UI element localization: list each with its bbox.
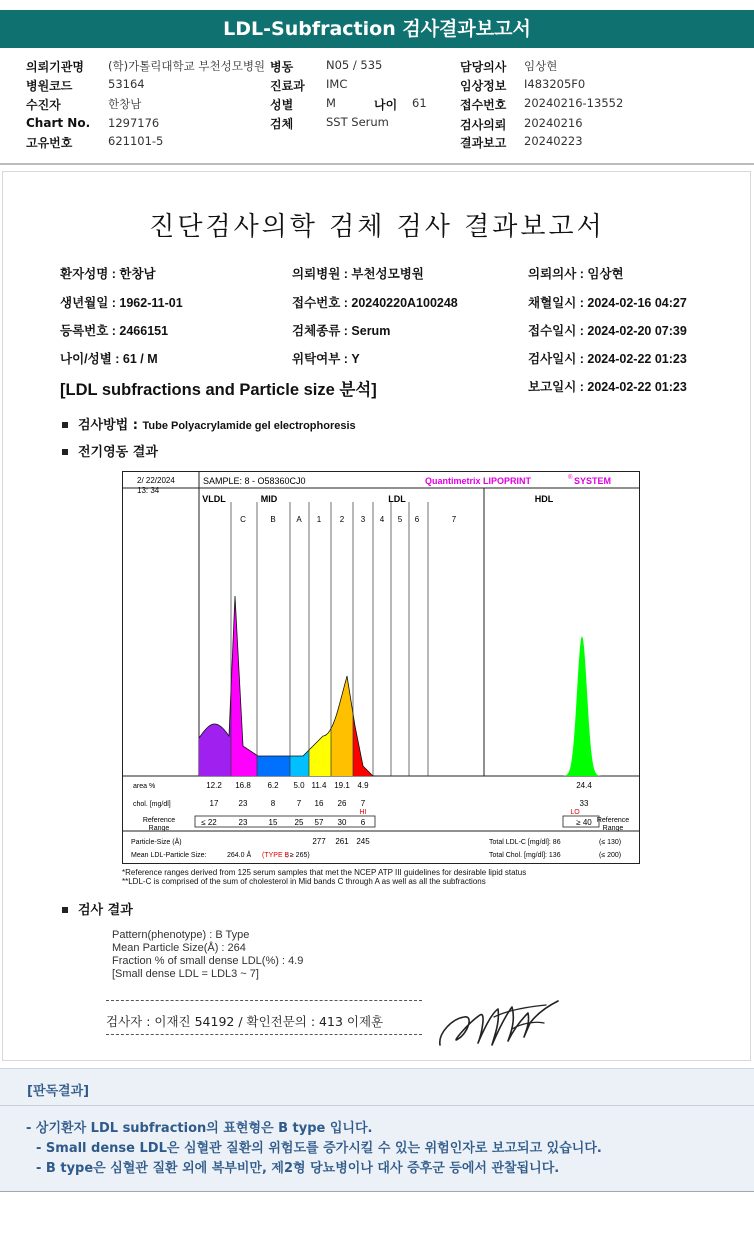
type-b-label: (TYPE B bbox=[262, 852, 290, 859]
ref-value-2: 15 bbox=[268, 818, 278, 827]
chol-value-3: 7 bbox=[296, 799, 302, 808]
label-department: 진료과 bbox=[270, 79, 305, 93]
signer-line: 검사자 : 이재진 54192 / 확인전문의 : 413 이제훈 bbox=[106, 1014, 384, 1029]
row-label-psize: Particle-Size (Å) bbox=[131, 839, 182, 846]
row-label-ref-1: Reference bbox=[142, 817, 176, 824]
result-mean-size: Mean Particle Size(Å) : 264 bbox=[112, 942, 246, 954]
chol-value-5: 26 bbox=[337, 799, 347, 808]
result-sd-ldl: Fraction % of small dense LDL(%) : 4.9 bbox=[112, 955, 304, 967]
chart-frame bbox=[123, 472, 639, 831]
verdict-title: [판독결과] bbox=[27, 1084, 90, 1099]
group-label-ldl: LDL bbox=[388, 494, 406, 504]
area-value-0: 12.2 bbox=[206, 781, 222, 790]
peak-hdl bbox=[563, 636, 601, 776]
label-receipt-no: 접수번호 bbox=[460, 98, 507, 112]
ref-value-5: 30 bbox=[337, 818, 347, 827]
area-value-4: 11.4 bbox=[311, 781, 327, 790]
ref-value-7: ≥ 40 bbox=[576, 818, 592, 827]
value-chart-no: 1297176 bbox=[108, 116, 160, 130]
collection-time: 채혈일시 : 2024-02-16 04:27 bbox=[528, 296, 687, 310]
band-label-A: A bbox=[296, 515, 302, 524]
result-pattern: Pattern(phenotype) : B Type bbox=[112, 929, 250, 941]
peak-mid-c bbox=[231, 596, 257, 776]
electrophoresis-label: 전기영동 결과 bbox=[78, 445, 158, 460]
total-chol-ref: (≤ 200) bbox=[599, 852, 622, 859]
chol-value-0: 17 bbox=[209, 799, 219, 808]
patient-name: 환자성명 : 한창남 bbox=[60, 267, 156, 281]
band-label-2: 2 bbox=[339, 515, 345, 524]
verdict-line-1: - 상기환자 LDL subfraction의 표현형은 B type 입니다. bbox=[26, 1121, 373, 1136]
value-age: 61 bbox=[412, 96, 427, 110]
specimen-type: 검체종류 : Serum bbox=[292, 324, 391, 338]
label-clinical-info: 임상정보 bbox=[460, 79, 507, 93]
band-label-7: 7 bbox=[451, 515, 457, 524]
verdict-line-2: - Small dense LDL은 심혈관 질환의 위험도를 증가시킬 수 있는 위험인자로 보고되고 있습니다. bbox=[36, 1141, 602, 1156]
bullet-icon bbox=[62, 422, 68, 428]
label-age: 나이 bbox=[374, 98, 398, 112]
label-report-date: 결과보고 bbox=[460, 136, 507, 150]
row-label-chol: chol. [mg/dl] bbox=[133, 801, 171, 808]
label-request-date: 검사의뢰 bbox=[460, 118, 507, 132]
ref-value-0: ≤ 22 bbox=[201, 818, 217, 827]
value-specimen: SST Serum bbox=[326, 115, 389, 129]
signature bbox=[434, 993, 564, 1057]
value-patient: 한창남 bbox=[108, 97, 142, 111]
label-patient: 수진자 bbox=[26, 98, 61, 112]
method-line bbox=[62, 414, 356, 433]
method-value: Tube Polyacrylamide gel electrophoresis bbox=[142, 420, 356, 432]
header-divider bbox=[0, 163, 754, 165]
value-clinical-info: I483205F0 bbox=[524, 77, 586, 91]
band-label-6: 6 bbox=[414, 515, 420, 524]
band-label-C: C bbox=[240, 515, 246, 524]
received-time: 접수일시 : 2024-02-20 07:39 bbox=[528, 324, 687, 338]
band-label-3: 3 bbox=[360, 515, 366, 524]
value-receipt-no: 20240216-13552 bbox=[524, 96, 624, 110]
label-unique-no: 고유번호 bbox=[26, 136, 73, 150]
analysis-heading: [LDL subfractions and Particle size 분석] bbox=[60, 381, 377, 399]
verdict-panel bbox=[0, 1068, 754, 1192]
chart-brand: Quantimetrix LIPOPRINT bbox=[425, 476, 532, 486]
result-sd-definition: [Small dense LDL = LDL3 ~ 7] bbox=[112, 968, 259, 980]
value-sex: M bbox=[326, 96, 336, 110]
verdict-divider bbox=[0, 1105, 754, 1106]
value-unique-no: 621101-5 bbox=[108, 134, 164, 148]
psize-value-0: 277 bbox=[312, 837, 326, 846]
report-document-title: 진단검사의학 검체 검사 결과보고서 bbox=[149, 212, 605, 242]
peak-mid-b bbox=[257, 755, 290, 776]
band-label-1: 1 bbox=[316, 515, 322, 524]
label-hospital-code: 병원코드 bbox=[26, 79, 73, 93]
chart-labels bbox=[202, 494, 553, 524]
area-value-7: 24.4 bbox=[576, 781, 592, 790]
row-label-ref-2: Range bbox=[148, 825, 170, 832]
label-chart-no: Chart No. bbox=[26, 116, 91, 130]
ref-value-3: 25 bbox=[294, 818, 304, 827]
band-label-4: 4 bbox=[379, 515, 385, 524]
ref-value-1: 23 bbox=[238, 818, 248, 827]
area-value-1: 16.8 bbox=[235, 781, 251, 790]
outsourced: 위탁여부 : Y bbox=[292, 352, 360, 366]
ref-right-1: Reference bbox=[596, 817, 630, 824]
age-sex: 나이/성별 : 61 / M bbox=[60, 352, 158, 366]
label-doctor: 담당의사 bbox=[460, 60, 507, 74]
area-value-5: 19.1 bbox=[334, 781, 350, 790]
total-ldl: Total LDL-C [mg/dl]: 86 bbox=[489, 839, 561, 846]
bullet-icon bbox=[62, 449, 68, 455]
footnote-1: *Reference ranges derived from 125 serum samples that met the NCEP ATP III guidelines for desirable lipid status bbox=[122, 868, 527, 877]
footnote-2: **LDL-C is comprised of the sum of cholesterol in Mid bands C through A as well as all the subfractions bbox=[122, 877, 486, 886]
area-value-2: 6.2 bbox=[267, 781, 279, 790]
chol-value-4: 16 bbox=[314, 799, 324, 808]
row-label-area: area % bbox=[133, 783, 156, 790]
flag-lo: LO bbox=[570, 809, 580, 816]
psize-value-2: 245 bbox=[356, 837, 370, 846]
chart-peaks bbox=[199, 596, 601, 776]
chart-sample: SAMPLE: 8 - O58360CJ0 bbox=[203, 476, 306, 486]
peak-ldl-3 bbox=[353, 714, 373, 777]
report-time: 보고일시 : 2024-02-22 01:23 bbox=[528, 380, 687, 394]
value-ward: N05 / 535 bbox=[326, 58, 383, 72]
band-label-5: 5 bbox=[397, 515, 403, 524]
chart-svg bbox=[123, 472, 639, 863]
chart-date: 2/ 22/2024 bbox=[137, 476, 175, 485]
ref-value-4: 57 bbox=[314, 818, 324, 827]
requesting-hospital: 의뢰병원 : 부천성모병원 bbox=[292, 267, 424, 281]
label-institution: 의뢰기관명 bbox=[26, 60, 84, 74]
registered-mark-icon: ® bbox=[568, 475, 573, 481]
signer-rule-top bbox=[106, 1000, 422, 1001]
peak-mid-a bbox=[290, 750, 309, 776]
peak-ldl-1 bbox=[309, 729, 331, 777]
group-label-mid: MID bbox=[260, 494, 278, 504]
registration-no: 등록번호 : 2466151 bbox=[60, 324, 169, 338]
flag-hi: HI bbox=[359, 809, 367, 816]
chol-value-6: 7 bbox=[360, 799, 366, 808]
area-value-3: 5.0 bbox=[293, 781, 305, 790]
group-label-vldl: VLDL bbox=[202, 494, 226, 504]
electrophoresis-line bbox=[62, 441, 158, 460]
total-ldl-ref: (≤ 130) bbox=[599, 839, 622, 846]
chart-table bbox=[131, 781, 629, 859]
ref-right-2: Range bbox=[602, 825, 624, 832]
test-time: 검사일시 : 2024-02-22 01:23 bbox=[528, 352, 687, 366]
value-institution: (학)가톨릭대학교 부천성모병원 bbox=[108, 59, 266, 73]
value-hospital-code: 53164 bbox=[108, 77, 145, 91]
report-title: LDL-Subfraction 검사결과보고서 bbox=[223, 18, 531, 40]
value-department: IMC bbox=[326, 77, 348, 91]
band-label-B: B bbox=[270, 515, 276, 524]
value-request-date: 20240216 bbox=[524, 116, 583, 130]
chart-brand-system: SYSTEM bbox=[574, 476, 612, 486]
report-title-bar bbox=[0, 10, 754, 48]
row-label-mean: Mean LDL-Particle Size: bbox=[131, 852, 207, 859]
value-report-date: 20240223 bbox=[524, 134, 583, 148]
ref-box-left bbox=[195, 816, 375, 827]
chol-value-1: 23 bbox=[238, 799, 248, 808]
birth-date: 생년월일 : 1962-11-01 bbox=[60, 296, 183, 310]
signer-rule-bottom bbox=[106, 1034, 422, 1035]
chart-time: 13: 34 bbox=[137, 486, 160, 495]
value-doctor: 임상현 bbox=[524, 59, 558, 73]
total-chol: Total Chol. [mg/dl]: 136 bbox=[489, 852, 561, 859]
mean-size-value: 264.0 Å bbox=[227, 852, 252, 859]
type-b-tail: ; ≥ 265) bbox=[286, 852, 310, 859]
psize-value-1: 261 bbox=[335, 837, 349, 846]
chol-value-7: 33 bbox=[579, 799, 589, 808]
chol-value-2: 8 bbox=[270, 799, 276, 808]
requesting-doctor: 의뢰의사 : 임상현 bbox=[528, 267, 624, 281]
result-line bbox=[62, 899, 133, 918]
verdict-line-3: - B type은 심혈관 질환 외에 복부비만, 제2형 당뇨병이나 대사 증후군 등에서 관찰됩니다. bbox=[36, 1161, 560, 1176]
area-value-6: 4.9 bbox=[357, 781, 369, 790]
label-ward: 병동 bbox=[270, 60, 294, 74]
label-sex: 성별 bbox=[270, 98, 294, 112]
result-label: 검사 결과 bbox=[78, 903, 133, 918]
accession-no: 접수번호 : 20240220A100248 bbox=[292, 296, 458, 310]
bullet-icon bbox=[62, 907, 68, 913]
method-label: 검사방법 : bbox=[78, 418, 143, 433]
label-specimen: 검체 bbox=[270, 117, 294, 131]
ref-value-6: 6 bbox=[360, 818, 366, 827]
group-label-hdl: HDL bbox=[534, 494, 554, 504]
electrophoresis-chart bbox=[122, 471, 640, 864]
